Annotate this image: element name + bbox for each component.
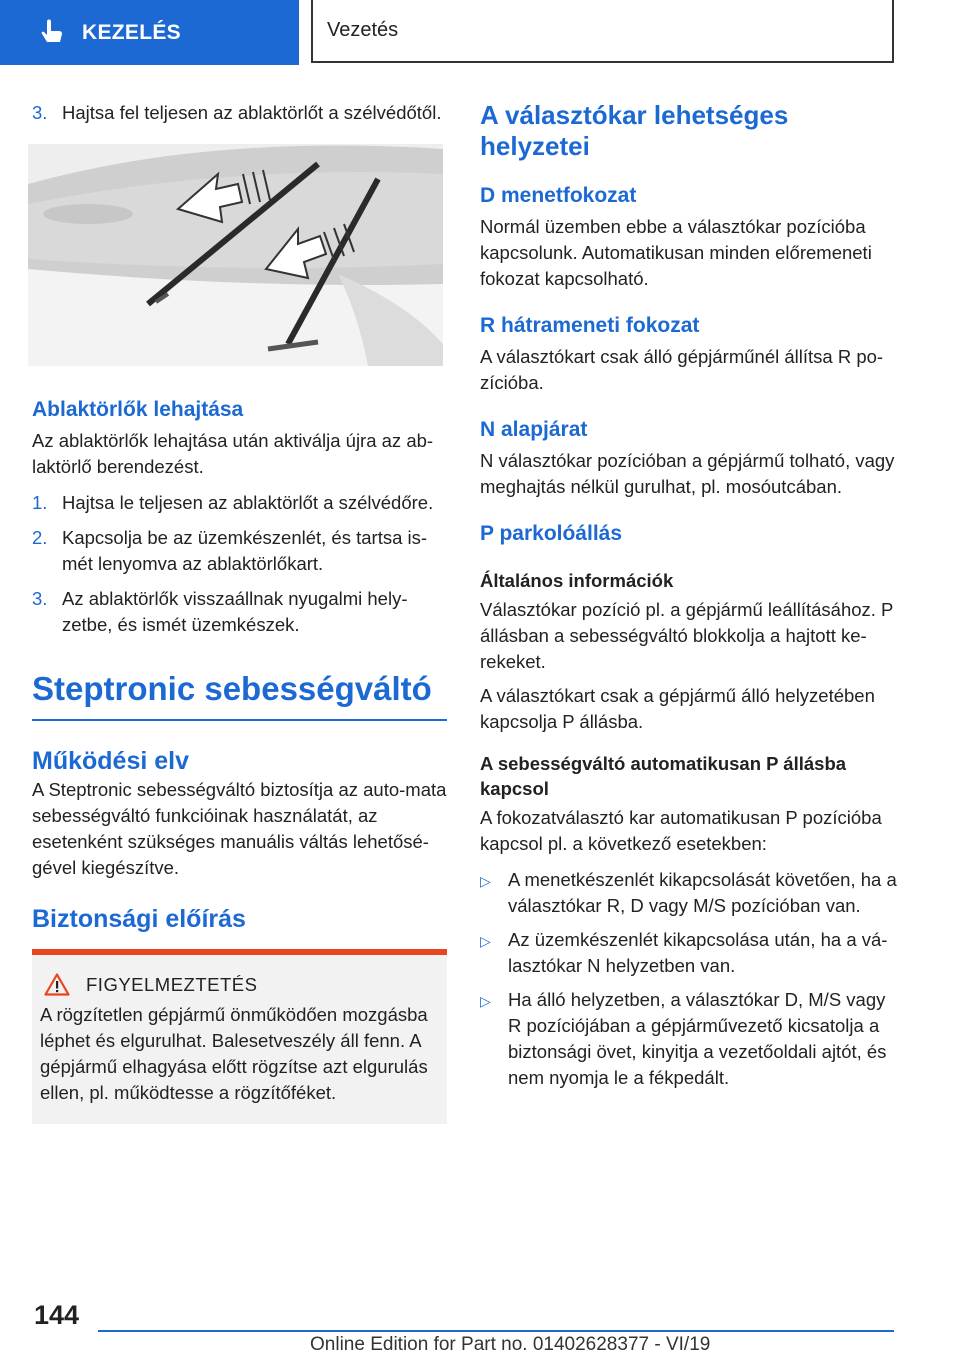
step-item	[32, 525, 447, 577]
step-text: Hajtsa le teljesen az ablaktörlőt a szélvédőre.	[62, 492, 434, 513]
bullet-triangle-icon: ▷	[480, 993, 491, 1009]
list-item-text: Ha álló helyzetben, a választókar D, M/S vagy R pozíciójában a gépjárművezető kicsatolja a biztonsági övet, kinyitja a vezetőoldali ajtót, és nem nyomja le a fékpedált.	[508, 989, 887, 1088]
subsection-heading: D menetfokozat	[480, 184, 637, 207]
body-text: A választókart csak álló gépjárműnél állítsa R po-zícióba.	[480, 346, 884, 393]
minor-heading: Általános információk	[480, 570, 674, 591]
body-text: A Steptronic sebességváltó biztosítja az auto-mata sebességváltó funkcióinak használatát, az esetenként szükséges manuális váltás lehetősé-gével kiegészítve.	[32, 779, 447, 878]
bullet-triangle-icon: ▷	[480, 933, 491, 949]
wiper-illustration	[28, 144, 443, 366]
warning-label: FIGYELMEZTETÉS	[86, 973, 258, 995]
chapter-title-text: Vezetés	[327, 19, 399, 41]
warning-text: A rögzítetlen gépjármű önműködően mozgásba léphet és elgurulhat. Balesetveszély áll fenn. A gépjármű elhagyása előtt rögzítse azt elgurulás ellen, pl. működtesse a rögzítőféket.	[40, 1004, 428, 1103]
minor-heading: A sebességváltó automatikusan P állásba kapcsol	[480, 753, 847, 799]
hand-pointer-icon	[38, 18, 68, 48]
section-heading: Ablaktörlők lehajtása	[32, 398, 244, 421]
body-text: Normál üzemben ebbe a választókar pozícióba kapcsolunk. Automatikusan minden előremeneti fokozat kapcsolható.	[480, 216, 872, 289]
subsection-heading: P parkolóállás	[480, 522, 623, 545]
body-text: A fokozatválasztó kar automatikusan P pozícióba kapcsol pl. a következő esetekben:	[480, 807, 882, 854]
step-text: Az ablaktörlők visszaállnak nyugalmi hely-zetbe, és ismét üzemkészek.	[62, 588, 408, 635]
step-number: 2.	[32, 527, 48, 548]
warning-title	[40, 973, 439, 996]
list-item	[480, 927, 900, 979]
warning-box	[32, 955, 447, 1124]
step-item	[32, 490, 447, 516]
warning-triangle-icon	[44, 973, 70, 996]
step-number: 3.	[32, 588, 48, 609]
subsection-heading: R hátrameneti fokozat	[480, 314, 700, 337]
step-text: Kapcsolja be az üzemkészenlét, és tartsa is-mét lenyomva az ablaktörlőkart.	[62, 527, 428, 574]
body-text: Választókar pozíció pl. a gépjármű leállításához. P állásban a sebességváltó blokkolja a hajtott ke-rekeket.	[480, 599, 894, 672]
list-item-text: Az üzemkészenlét kikapcsolása után, ha a vá-lasztókar N helyzetben van.	[508, 929, 888, 976]
page-number: 144	[34, 1300, 80, 1330]
step-number: 3.	[32, 102, 48, 123]
step-item	[32, 100, 447, 126]
section-heading: A választókar lehetséges helyzetei	[480, 100, 789, 161]
subsection-heading: N alapjárat	[480, 418, 588, 441]
bullet-triangle-icon: ▷	[480, 873, 491, 889]
chapter-heading: Steptronic sebességváltó	[32, 669, 447, 721]
chapter-title	[311, 0, 894, 63]
section-tab-label: KEZELÉS	[82, 20, 181, 44]
body-text: A választókart csak a gépjármű álló helyzetében kapcsolja P állásba.	[480, 685, 875, 732]
section-heading: Biztonsági előírás	[32, 905, 246, 933]
body-text: Az ablaktörlők lehajtása után aktiválja újra az ab-laktörlő berendezést.	[32, 430, 434, 477]
body-text: N választókar pozícióban a gépjármű tolható, vagy meghajtás nélkül gurulhat, pl. mosóutcában.	[480, 450, 895, 497]
step-text: Hajtsa fel teljesen az ablaktörlőt a szélvédőtől.	[62, 102, 442, 123]
left-column	[32, 100, 447, 1124]
section-tab[interactable]	[0, 0, 299, 65]
section-heading: Működési elv	[32, 747, 189, 775]
list-item-text: A menetkészenlét kikapcsolását követően, ha a választókar R, D vagy M/S pozícióban van.	[508, 869, 897, 916]
list-item	[480, 867, 900, 919]
step-number: 1.	[32, 492, 48, 513]
edition-text: Online Edition for Part no. 01402628377 - VI/19	[310, 1334, 711, 1355]
step-item	[32, 586, 447, 638]
list-item	[480, 987, 900, 1091]
right-column	[480, 100, 900, 1099]
footer-divider	[98, 1330, 894, 1332]
